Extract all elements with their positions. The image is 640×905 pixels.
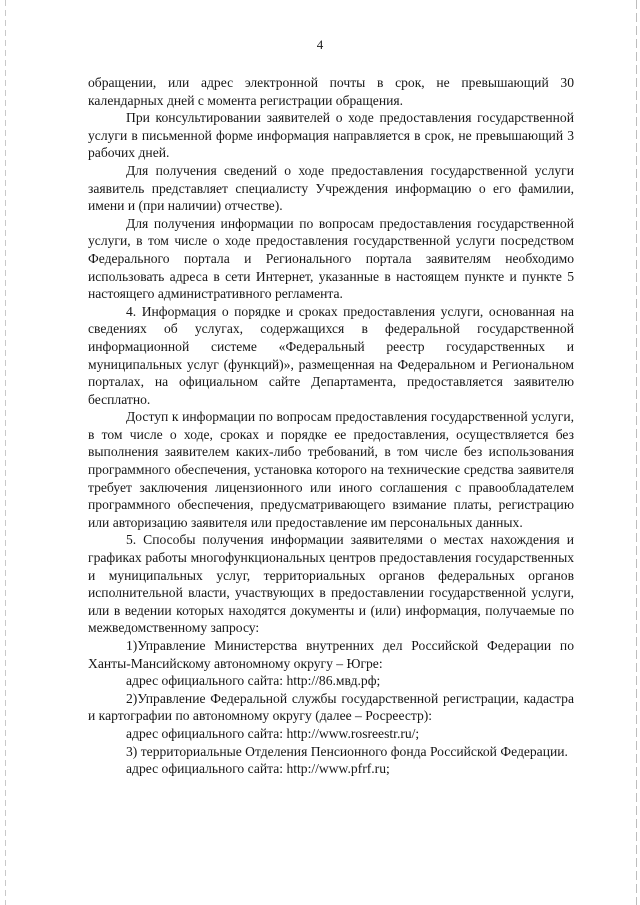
site-address-rosreestr: адрес официального сайта: http://www.rosreestr.ru/; bbox=[126, 725, 420, 741]
list-item-mvd: 1)Управление Министерства внутренних дел Российской Федерации по Ханты-Мансийскому автономному округу – Югре: bbox=[88, 638, 574, 671]
list-item-pension-fund: 3) территориальные Отделения Пенсионного фонда Российской Федерации. bbox=[126, 743, 568, 759]
list-item-rosreestr: 2)Управление Федеральной службы государственной регистрации, кадастра и картографии по автономному округу (далее – Росреестр): bbox=[88, 690, 574, 724]
site-address-mvd: адрес официального сайта: http://86.мвд.рф; bbox=[126, 673, 381, 689]
paragraph-written-consultation: При консультировании заявителей о ходе предоставления государственной услуги в письменной форме информация направляется в срок, не превышающий 3 рабочих дней. bbox=[88, 110, 574, 161]
scan-edge-right bbox=[636, 0, 637, 905]
paragraph-item-4: 4. Информация о порядке и сроках предоставления услуги, основанная на сведениях об услугах, содержащихся в федеральной государственной информационной системе «Федеральный реестр государственных и муниципальных услуг (функций)», размещенная на Федеральном и Региональном порталах, на официальном сайте Департамента, предоставляется заявителю бесплатно. bbox=[88, 303, 574, 407]
paragraph-item-5: 5. Способы получения информации заявителями о местах нахождения и графиках работы многофункциональных центров предоставления государственных и муниципальных услуг, территориальных органов федеральных органов исполнительной власти, участвующих в предоставлении государственной услуги, или в ведении которых находятся документы и (или) информация, получаемые по межведомственному запросу: bbox=[88, 532, 574, 636]
document-body bbox=[88, 74, 574, 778]
scan-edge-left bbox=[5, 0, 6, 905]
site-address-pension-fund: адрес официального сайта: http://www.pfrf.ru; bbox=[126, 761, 390, 777]
paragraph-status-information: Для получения сведений о ходе предоставления государственной услуги заявитель представляет специалисту Учреждения информацию о его фамилии, имени и (при наличии) отчестве). bbox=[88, 162, 574, 214]
page-number: 4 bbox=[316, 37, 324, 52]
paragraph-internet-addresses: Для получения информации по вопросам предоставления государственной услуги, в том числе о ходе предоставления государственной услуги посредством Федерального портала и Регионального портала заявителям необходимо использовать адреса в сети Интернет, указанные в настоящем пункте и пункте 5 настоящего административного регламента. bbox=[88, 215, 574, 302]
paragraph-continuation: обращении, или адрес электронной почты в срок, не превышающий 30 календарных дней с момента регистрации обращения. bbox=[88, 75, 574, 108]
paragraph-free-access: Доступ к информации по вопросам предоставления государственной услуги, в том числе о ходе, сроках и порядке ее предоставления, осуществляется без выполнения заявителем каких-либо требований, в том числе без использования программного обеспечения, установка которого на технические средства заявителя требует заключения лицензионного или иного соглашения с правообладателем программного обеспечения, предусматривающего взимание платы, регистрацию или авторизацию заявителя или предоставление им персональных данных. bbox=[88, 409, 574, 530]
